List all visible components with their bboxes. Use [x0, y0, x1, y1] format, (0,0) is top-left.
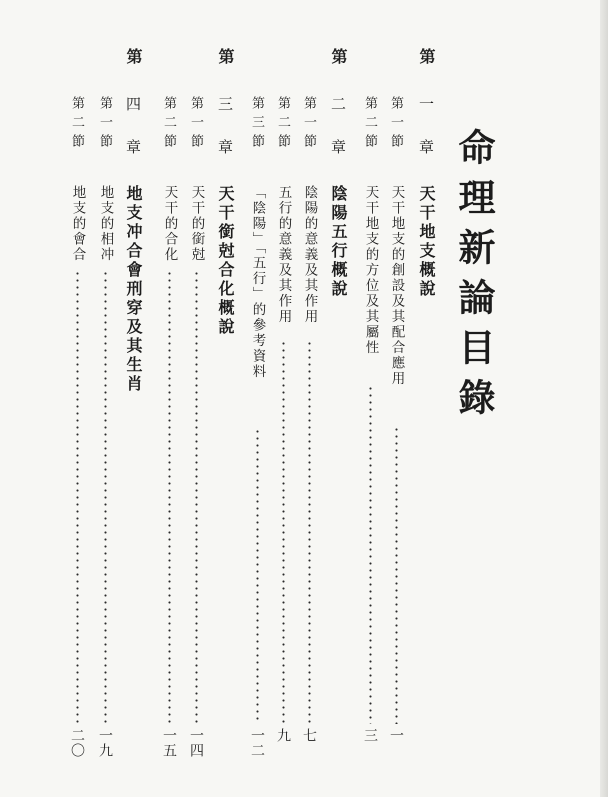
chapter-2-label: 二 章	[329, 96, 347, 159]
chapter-3-section-2-label: 第二節	[161, 96, 176, 153]
chapter-3-ordinal: 第	[216, 48, 235, 64]
chapter-4-section-1-leader	[104, 270, 107, 724]
chapter-1-section-1-title: 天干地支的創設及其配合應用	[388, 185, 405, 387]
chapter-4-section-1-page: 一九	[97, 728, 113, 758]
chapter-2-section-3-leader	[256, 428, 259, 724]
chapter-2-section-2-label: 第二節	[275, 96, 290, 153]
chapter-4-section-2-page: 二〇	[69, 728, 85, 758]
chapter-2-section-3-title: 「陰陽」「五行」的參考資料	[249, 185, 266, 380]
chapter-2-section-1-label: 第一節	[301, 96, 316, 153]
chapter-4-section-2-title: 地支的會合	[69, 185, 86, 263]
chapter-2-section-2-leader	[282, 340, 285, 724]
chapter-1-section-1-leader	[395, 426, 398, 724]
chapter-3-section-2-title: 天干的合化	[161, 185, 178, 263]
chapter-3-title: 天干銜尅合化概說	[216, 185, 235, 337]
chapter-3-label: 三 章	[216, 96, 234, 159]
chapter-2-section-2-title: 五行的意義及其作用	[275, 185, 292, 325]
chapter-3-section-2-page: 一五	[161, 728, 177, 758]
chapter-1-ordinal: 第	[417, 48, 436, 64]
chapter-4-section-2-label: 第二節	[69, 96, 84, 153]
chapter-1-label: 一 章	[417, 96, 435, 159]
chapter-2-title: 陰陽五行概說	[329, 185, 348, 299]
chapter-3-section-1-leader	[195, 270, 198, 724]
chapter-2-section-1-title: 陰陽的意義及其作用	[301, 185, 318, 325]
chapter-1-section-1-label: 第一節	[388, 96, 403, 153]
chapter-1-section-2-page: 三	[362, 728, 378, 743]
chapter-4-section-1-title: 地支的相冲	[97, 185, 114, 263]
chapter-4-title: 地支冲合會刑穿及其生肖	[124, 185, 143, 394]
chapter-2-ordinal: 第	[329, 48, 348, 64]
chapter-4-section-1-label: 第一節	[97, 96, 112, 153]
book-title: 命理新論目錄	[452, 128, 496, 428]
chapter-2-section-3-label: 第三節	[249, 96, 264, 153]
page-edge	[600, 0, 608, 797]
chapter-1-section-2-title: 天干地支的方位及其屬性	[362, 185, 379, 356]
chapter-4-section-2-leader	[76, 270, 79, 724]
chapter-1-title: 天干地支概說	[417, 185, 436, 299]
chapter-1-section-2-label: 第二節	[362, 96, 377, 153]
chapter-3-section-1-page: 一四	[188, 728, 204, 758]
chapter-4-label: 四 章	[124, 96, 142, 159]
chapter-2-section-2-page: 九	[275, 728, 291, 743]
chapter-2-section-1-leader	[308, 340, 311, 724]
chapter-3-section-2-leader	[168, 270, 171, 724]
chapter-2-section-3-page: 一二	[249, 728, 265, 758]
chapter-2-section-1-page: 七	[301, 728, 317, 743]
chapter-3-section-1-title: 天干的銜尅	[188, 185, 205, 263]
chapter-1-section-1-page: 一	[388, 728, 404, 743]
chapter-1-section-2-leader	[369, 385, 372, 724]
chapter-3-section-1-label: 第一節	[188, 96, 203, 153]
chapter-4-ordinal: 第	[124, 48, 143, 64]
